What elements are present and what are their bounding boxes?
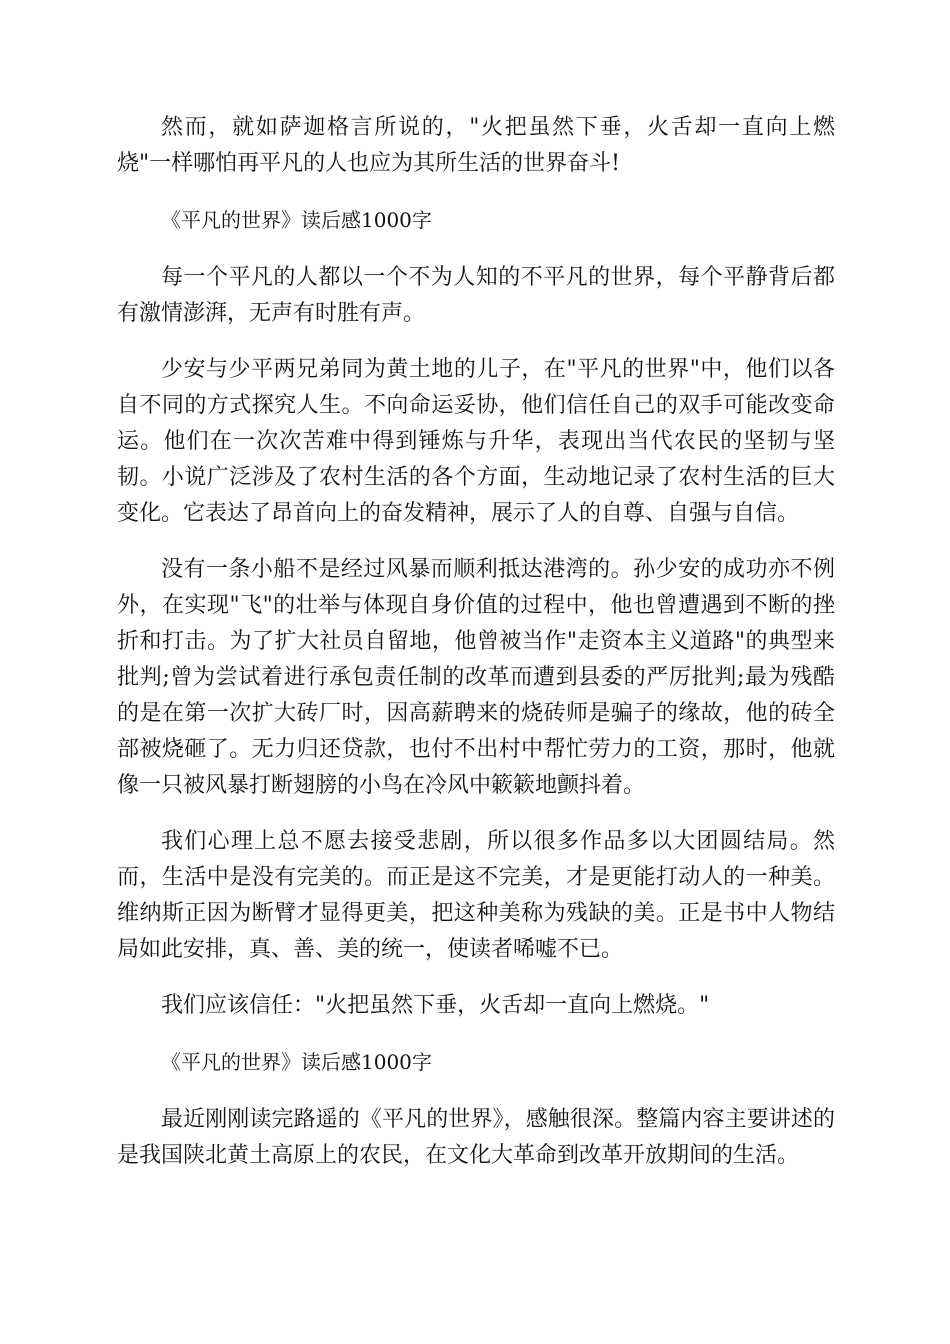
paragraph-2: 每一个平凡的人都以一个不为人知的不平凡的世界，每个平静背后都有激情澎湃，无声有时胜有声。: [117, 265, 835, 326]
paragraph-1: 然而，就如萨迦格言所说的，"火把虽然下垂，火舌却一直向上燃烧"一样哪怕再平凡的人也应为其所生活的世界奋斗!: [117, 115, 835, 176]
section-heading-2: 《平凡的世界》读后感1000字: [161, 1050, 432, 1074]
paragraph-7: 最近刚刚读完路遥的《平凡的世界》，感触很深。整篇内容主要讲述的是我国陕北黄土高原上的农民，在文化大革命到改革开放期间的生活。: [117, 1107, 835, 1168]
paragraph-5: 我们心理上总不愿去接受悲剧，所以很多作品多以大团圆结局。然而，生活中是没有完美的。而正是这不完美，才是更能打动人的一种美。维纳斯正因为断臂才显得更美，把这种美称为残缺的美。正是书中人物结局如此安排，真、善、美的统一，使读者唏嘘不已。: [117, 829, 835, 962]
paragraph-6: 我们应该信任："火把虽然下垂，火舌却一直向上燃烧。": [161, 993, 710, 1018]
paragraph-3: 少安与少平两兄弟同为黄土地的儿子，在"平凡的世界"中，他们以各自不同的方式探究人生。不向命运妥协，他们信任自己的双手可能改变命运。他们在一次次苦难中得到锤炼与升华，表现出当代农民的坚韧与坚韧。小说广泛涉及了农村生活的各个方面，生动地记录了农村生活的巨大变化。它表达了昂首向上的奋发精神，展示了人的自尊、自强与自信。: [117, 357, 835, 526]
section-heading-1: 《平凡的世界》读后感1000字: [161, 208, 432, 232]
document-page: [117, 110, 835, 1194]
paragraph-4: 没有一条小船不是经过风暴而顺利抵达港湾的。孙少安的成功亦不例外，在实现"飞"的壮举与体现自身价值的过程中，他也曾遭遇到不断的挫折和打击。为了扩大社员自留地，他曾被当作"走资本主义道路"的典型来批判;曾为尝试着进行承包责任制的改革而遭到县委的严厉批判;最为残酷的是在第一次扩大砖厂时，因高薪聘来的烧砖师是骗子的缘故，他的砖全部被烧砸了。无力归还贷款，也付不出村中帮忙劳力的工资，那时，他就像一只被风暴打断翅膀的小鸟在冷风中簌簌地颤抖着。: [117, 557, 835, 798]
